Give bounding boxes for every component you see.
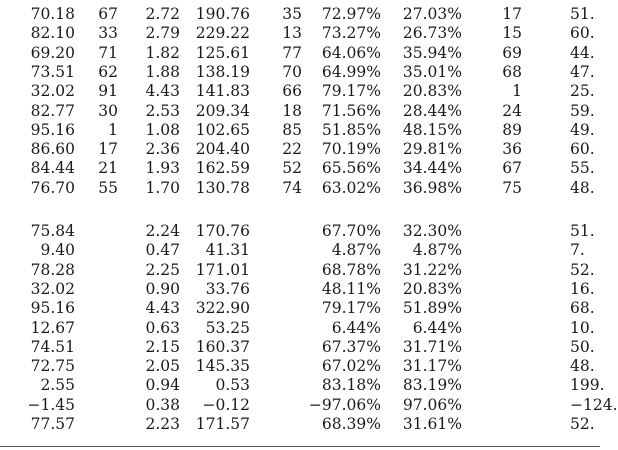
table-row [0, 395, 618, 415]
table-row [0, 357, 600, 376]
table-cell-col-g: 51.89% [402, 299, 462, 318]
table-cell-col-g: 29.81% [402, 140, 462, 159]
table-cell-col-a: 69.20 [30, 43, 75, 62]
table-cell-col-g: 31.17% [402, 357, 462, 376]
table-cell-col-e: 70 [282, 62, 302, 81]
table-cell-col-b: 21 [98, 159, 118, 178]
table-row [0, 241, 600, 260]
table-cell-col-a: 74.51 [30, 337, 75, 356]
table-cell-col-a: 70.18 [30, 5, 75, 23]
table-cell-col-i: 44. [570, 43, 595, 62]
table-cell-col-i: 7. [570, 241, 585, 260]
table-cell-col-h: 24 [502, 101, 522, 120]
table-cell-col-d: 33.76 [205, 279, 250, 298]
table-cell-col-d: −0.12 [202, 395, 250, 414]
table-cell-col-h: 75 [502, 178, 522, 197]
table-cell-col-e: 13 [282, 24, 302, 43]
table-cell-col-f: 63.02% [321, 178, 381, 197]
table-cell-col-i: 50. [570, 337, 595, 356]
table-cell-col-c: 2.53 [145, 101, 180, 120]
table-cell-col-c: 2.25 [145, 260, 180, 279]
table-cell-col-d: 53.25 [205, 318, 250, 337]
table-cell-col-d: 102.65 [195, 120, 250, 139]
table-cell-col-c: 1.88 [145, 62, 180, 81]
table-cell-col-e: 22 [282, 140, 302, 159]
table-cell-col-f: 79.17% [321, 82, 381, 101]
table-cell-col-d: 322.90 [195, 299, 250, 318]
table-cell-col-b: 71 [98, 43, 118, 62]
table-cell-col-a: 12.67 [30, 318, 75, 337]
table-cell-col-c: 1.93 [145, 159, 180, 178]
table-cell-col-a: 84.44 [30, 159, 75, 178]
table-cell-col-c: 4.43 [145, 299, 180, 318]
table-cell-col-f: −97.06% [308, 395, 381, 414]
table-cell-col-h: 68 [502, 62, 522, 81]
table-row [0, 159, 600, 178]
table-cell-col-d: 209.34 [195, 101, 250, 120]
table-row [0, 338, 600, 357]
table-cell-col-f: 65.56% [321, 159, 381, 178]
table-cell-col-d: 130.78 [195, 178, 250, 197]
table-row [0, 179, 600, 198]
table-cell-col-b: 62 [98, 62, 118, 81]
table-cell-col-h: 89 [502, 120, 522, 139]
table-cell-col-h: 1 [512, 82, 522, 101]
table-cell-col-e: 52 [282, 159, 302, 178]
table-cell-col-b: 67 [98, 5, 118, 23]
table-cell-col-h: 15 [502, 24, 522, 43]
table-cell-col-d: 204.40 [195, 140, 250, 159]
table-cell-col-i: 51. [570, 5, 595, 23]
table-cell-col-c: 4.43 [145, 82, 180, 101]
table-cell-col-d: 171.57 [195, 415, 250, 433]
table-cell-col-a: 2.55 [40, 376, 75, 395]
table-cell-col-f: 79.17% [321, 299, 381, 318]
table-cell-col-e: 85 [282, 120, 302, 139]
table-row [0, 82, 600, 101]
table-cell-col-g: 20.83% [402, 82, 462, 101]
table-bottom-rule [0, 446, 600, 447]
table-cell-col-g: 31.22% [402, 260, 462, 279]
table-cell-col-f: 64.99% [321, 62, 381, 81]
table-cell-col-c: 2.79 [145, 24, 180, 43]
table-cell-col-i: 52. [570, 415, 595, 433]
table-cell-col-f: 83.18% [321, 376, 381, 395]
table-cell-col-f: 67.70% [321, 222, 381, 240]
table-row [0, 5, 600, 24]
table-cell-col-b: 30 [98, 101, 118, 120]
table-cell-col-g: 34.44% [402, 159, 462, 178]
table-row [0, 121, 600, 140]
table-row [0, 222, 600, 241]
table-row [0, 102, 600, 121]
table-cell-col-c: 0.90 [145, 279, 180, 298]
table-cell-col-f: 51.85% [321, 120, 381, 139]
table-cell-col-d: 190.76 [195, 5, 250, 23]
table-cell-col-h: 69 [502, 43, 522, 62]
table-cell-col-a: 75.84 [30, 222, 75, 240]
table-cell-col-f: 71.56% [321, 101, 381, 120]
table-cell-col-c: 0.94 [145, 376, 180, 395]
table-cell-col-c: 2.05 [145, 357, 180, 376]
table-cell-col-f: 67.02% [321, 357, 381, 376]
table-cell-col-d: 138.19 [195, 62, 250, 81]
table-cell-col-i: 52. [570, 260, 595, 279]
table-cell-col-c: 1.08 [145, 120, 180, 139]
table-cell-col-a: 82.77 [30, 101, 75, 120]
table-cell-col-e: 66 [282, 82, 302, 101]
table-cell-col-i: 51. [570, 222, 595, 240]
table-row [0, 415, 600, 434]
table-cell-col-i: 49. [570, 120, 595, 139]
table-cell-col-g: 6.44% [412, 318, 462, 337]
table-cell-col-g: 48.15% [402, 120, 462, 139]
table-row [0, 261, 600, 280]
table-cell-col-c: 1.82 [145, 43, 180, 62]
table-cell-col-d: 229.22 [195, 24, 250, 43]
table-cell-col-i: −124. [570, 395, 618, 414]
table-cell-col-e: 77 [282, 43, 302, 62]
table-cell-col-d: 125.61 [195, 43, 250, 62]
table-cell-col-d: 160.37 [195, 337, 250, 356]
table-cell-col-i: 25. [570, 82, 595, 101]
table-cell-col-c: 2.23 [145, 415, 180, 433]
table-row [0, 140, 600, 159]
table-cell-col-f: 48.11% [321, 279, 381, 298]
table-cell-col-b: 1 [108, 120, 118, 139]
table-cell-col-c: 0.47 [145, 241, 180, 260]
table-cell-col-i: 60. [570, 24, 595, 43]
table-cell-col-c: 2.24 [145, 222, 180, 240]
table-row [0, 63, 600, 82]
table-cell-col-b: 17 [98, 140, 118, 159]
table-cell-col-f: 64.06% [321, 43, 381, 62]
table-cell-col-g: 27.03% [402, 5, 462, 23]
table-row [0, 299, 600, 318]
table-cell-col-d: 141.83 [195, 82, 250, 101]
table-row [0, 44, 600, 63]
table-cell-col-a: 86.60 [30, 140, 75, 159]
table-cell-col-h: 36 [502, 140, 522, 159]
table-cell-col-i: 47. [570, 62, 595, 81]
table-cell-col-e: 74 [282, 178, 302, 197]
table-row [0, 319, 600, 338]
table-cell-col-f: 70.19% [321, 140, 381, 159]
table-cell-col-g: 31.71% [402, 337, 462, 356]
table-cell-col-g: 4.87% [412, 241, 462, 260]
table-cell-col-f: 6.44% [331, 318, 381, 337]
table-cell-col-a: 76.70 [30, 178, 75, 197]
table-cell-col-g: 31.61% [402, 415, 462, 433]
table-cell-col-i: 48. [570, 357, 595, 376]
table-cell-col-i: 59. [570, 101, 595, 120]
table-cell-col-a: 82.10 [30, 24, 75, 43]
table-cell-col-g: 97.06% [402, 395, 462, 414]
table-cell-col-a: 73.51 [30, 62, 75, 81]
table-cell-col-g: 26.73% [402, 24, 462, 43]
table-row [0, 376, 605, 395]
table-cell-col-a: 9.40 [40, 241, 75, 260]
table-cell-col-a: 78.28 [30, 260, 75, 279]
table-cell-col-i: 48. [570, 178, 595, 197]
table-row [0, 24, 600, 43]
table-cell-col-c: 1.70 [145, 178, 180, 197]
table-cell-col-h: 17 [502, 5, 522, 23]
table-cell-col-a: 95.16 [30, 299, 75, 318]
table-cell-col-d: 170.76 [195, 222, 250, 240]
table-cell-col-d: 171.01 [195, 260, 250, 279]
table-cell-col-a: 95.16 [30, 120, 75, 139]
table-cell-col-b: 55 [98, 178, 118, 197]
table-cell-col-f: 68.39% [321, 415, 381, 433]
table-cell-col-g: 35.01% [402, 62, 462, 81]
table-cell-col-i: 10. [570, 318, 595, 337]
table-cell-col-a: 77.57 [30, 415, 75, 433]
table-cell-col-e: 35 [282, 5, 302, 23]
table-cell-col-c: 2.15 [145, 337, 180, 356]
table-cell-col-a: 32.02 [30, 82, 75, 101]
table-cell-col-f: 67.37% [321, 337, 381, 356]
table-cell-col-i: 55. [570, 159, 595, 178]
table-cell-col-g: 35.94% [402, 43, 462, 62]
table-cell-col-i: 60. [570, 140, 595, 159]
table-cell-col-g: 32.30% [402, 222, 462, 240]
table-row [0, 280, 600, 299]
table-cell-col-f: 73.27% [321, 24, 381, 43]
table-cell-col-e: 18 [282, 101, 302, 120]
table-cell-col-g: 36.98% [402, 178, 462, 197]
table-cell-col-c: 0.38 [145, 395, 180, 414]
table-cell-col-i: 199. [570, 376, 605, 395]
table-cell-col-c: 2.36 [145, 140, 180, 159]
table-cell-col-c: 2.72 [145, 5, 180, 23]
table-cell-col-a: −1.45 [27, 395, 75, 414]
table-cell-col-i: 16. [570, 279, 595, 298]
table-cell-col-d: 145.35 [195, 357, 250, 376]
table-cell-col-f: 72.97% [321, 5, 381, 23]
table-cell-col-b: 91 [98, 82, 118, 101]
table-cell-col-d: 162.59 [195, 159, 250, 178]
table-cell-col-g: 28.44% [402, 101, 462, 120]
table-cell-col-g: 20.83% [402, 279, 462, 298]
table-cell-col-d: 41.31 [205, 241, 250, 260]
table-cell-col-a: 72.75 [30, 357, 75, 376]
table-cell-col-d: 0.53 [215, 376, 250, 395]
table-cell-col-g: 83.19% [402, 376, 462, 395]
table-cell-col-f: 68.78% [321, 260, 381, 279]
table-cell-col-a: 32.02 [30, 279, 75, 298]
table-cell-col-i: 68. [570, 299, 595, 318]
table-cell-col-b: 33 [98, 24, 118, 43]
table-cell-col-h: 67 [502, 159, 522, 178]
table-cell-col-c: 0.63 [145, 318, 180, 337]
table-cell-col-f: 4.87% [331, 241, 381, 260]
